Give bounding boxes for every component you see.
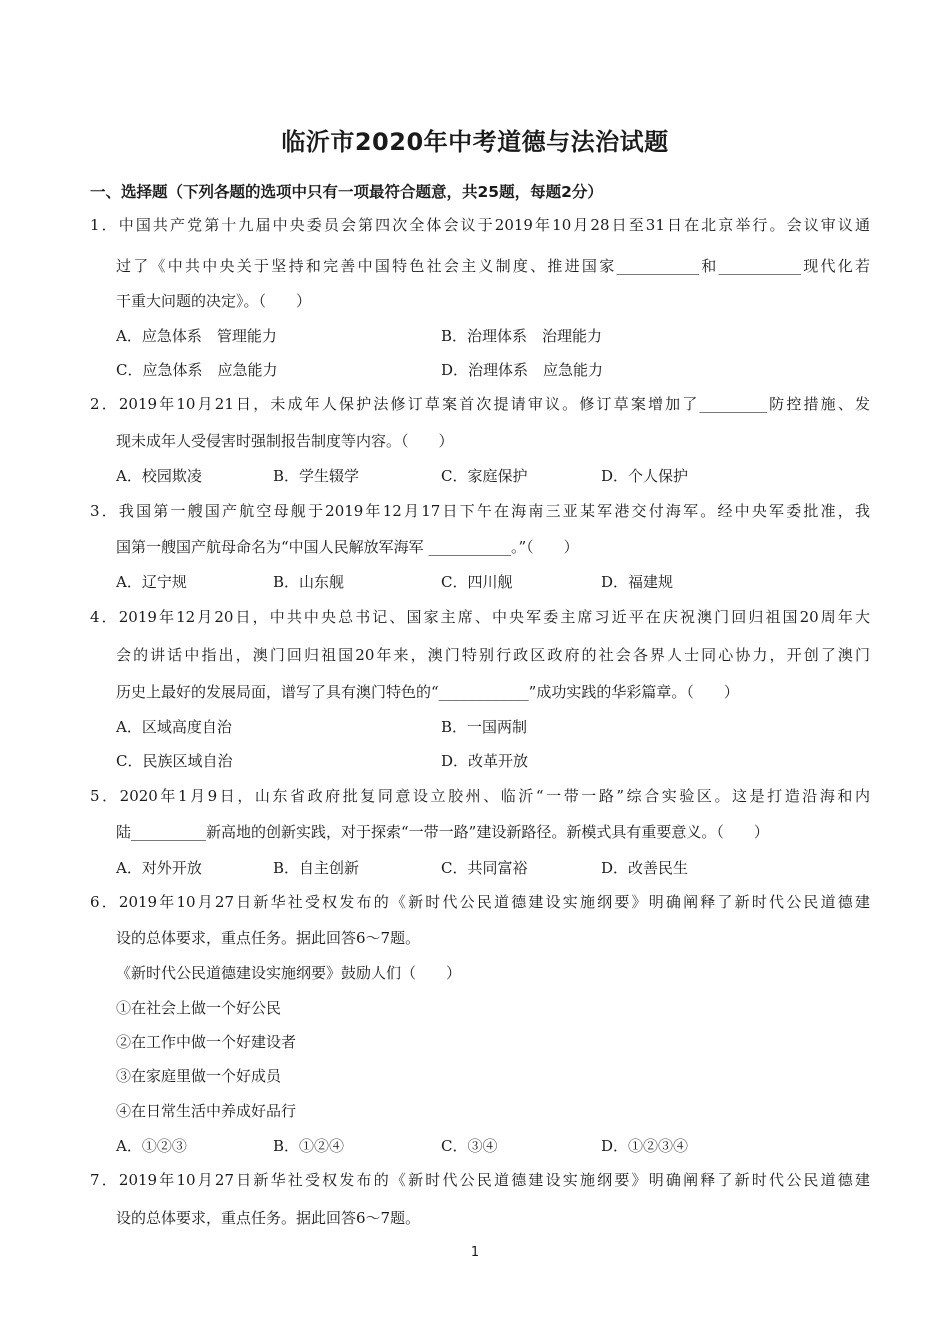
question-6-line-1: 6．2019年10月27日新华社受权发布的《新时代公民道德建设实施纲要》明确阐释了新时代公民道德建 xyxy=(90,893,870,911)
page-number: 1 xyxy=(470,1245,480,1260)
page-title: 临沂市2020年中考道德与法治试题 xyxy=(281,128,669,156)
question-6-item-1: ①在社会上做一个好公民 xyxy=(116,999,282,1017)
question-3-option-a: A．辽宁规 xyxy=(116,573,187,591)
question-4-option-c: C．民族区域自治 xyxy=(116,752,233,770)
question-3-option-d: D．福建规 xyxy=(601,573,674,591)
question-5-line-1: 5．2020年1月9日，山东省政府批复同意设立胶州、临沂“一带一路”综合实验区。这是打造沿海和内 xyxy=(90,787,870,805)
question-6-option-d: D．①②③④ xyxy=(601,1137,689,1155)
question-4-option-b: B．一国两制 xyxy=(441,718,528,736)
question-1-option-d: D．治理体系 应急能力 xyxy=(441,361,604,379)
question-3-option-b: B．山东舰 xyxy=(273,573,345,591)
question-5-option-c: C．共同富裕 xyxy=(441,859,528,877)
question-4-line-2: 会的讲话中指出，澳门回归祖国20年来，澳门特别行政区政府的社会各界人士同心协力，开创了澳门 xyxy=(116,646,870,664)
section-heading: 一、选择题（下列各题的选项中只有一项最符合题意，共25题，每题2分） xyxy=(90,183,603,201)
question-6-stem: 《新时代公民道德建设实施纲要》鼓励人们（ ） xyxy=(116,964,462,982)
question-6-item-4: ④在日常生活中养成好品行 xyxy=(116,1102,297,1120)
question-2-option-b: B．学生辍学 xyxy=(273,467,360,485)
question-3-line-2: 国第一艘国产航母命名为“中国人民解放军海军 ___________。”（ ） xyxy=(116,538,579,556)
question-6-line-2: 设的总体要求，重点任务。据此回答6～7题。 xyxy=(116,929,421,947)
question-6-item-3: ③在家庭里做一个好成员 xyxy=(116,1067,282,1085)
question-1-line-2: 过了《中共中央关于坚持和完善中国特色社会主义制度、推进国家___________和___________现代化若 xyxy=(116,257,870,275)
question-1-line-3: 干重大问题的决定》。（ ） xyxy=(116,292,312,310)
question-2-line-2: 现未成年人受侵害时强制报告制度等内容。（ ） xyxy=(116,432,454,450)
question-4-line-3: 历史上最好的发展局面，谱写了具有澳门特色的“____________”成功实践的华彩篇章。（ ） xyxy=(116,683,739,701)
question-4-option-d: D．改革开放 xyxy=(441,752,529,770)
question-3-option-c: C．四川舰 xyxy=(441,573,513,591)
question-6-option-b: B．①②④ xyxy=(273,1137,345,1155)
question-6-option-a: A．①②③ xyxy=(116,1137,187,1155)
question-6-option-c: C．③④ xyxy=(441,1137,498,1155)
question-2-option-d: D．个人保护 xyxy=(601,467,689,485)
question-2-option-c: C．家庭保护 xyxy=(441,467,528,485)
question-2-option-a: A．校园欺凌 xyxy=(116,467,202,485)
question-5-option-b: B．自主创新 xyxy=(273,859,360,877)
question-6-item-2: ②在工作中做一个好建设者 xyxy=(116,1033,297,1051)
question-1-option-a: A．应急体系 管理能力 xyxy=(116,327,277,345)
question-1-option-b: B．治理体系 治理能力 xyxy=(441,327,603,345)
question-7-line-2: 设的总体要求，重点任务。据此回答6～7题。 xyxy=(116,1209,421,1227)
question-5-option-a: A．对外开放 xyxy=(116,859,202,877)
question-3-line-1: 3．我国第一艘国产航空母舰于2019年12月17日下午在海南三亚某军港交付海军。经中央军委批准，我 xyxy=(90,502,870,520)
question-1-line-1: 1．中国共产党第十九届中央委员会第四次全体会议于2019年10月28日至31日在北京举行。会议审议通 xyxy=(90,216,870,234)
question-4-line-1: 4．2019年12月20日，中共中央总书记、国家主席、中央军委主席习近平在庆祝澳门回归祖国20周年大 xyxy=(90,608,870,626)
question-4-option-a: A．区域高度自治 xyxy=(116,718,232,736)
question-5-line-2: 陆__________新高地的创新实践，对于探索“一带一路”建设新路径。新模式具有重要意义。（ ） xyxy=(116,823,769,841)
question-5-option-d: D．改善民生 xyxy=(601,859,689,877)
question-7-line-1: 7．2019年10月27日新华社受权发布的《新时代公民道德建设实施纲要》明确阐释了新时代公民道德建 xyxy=(90,1171,870,1189)
question-2-line-1: 2．2019年10月21日，未成年人保护法修订草案首次提请审议。修订草案增加了_________防控措施、发 xyxy=(90,395,870,413)
question-1-option-c: C．应急体系 应急能力 xyxy=(116,361,278,379)
